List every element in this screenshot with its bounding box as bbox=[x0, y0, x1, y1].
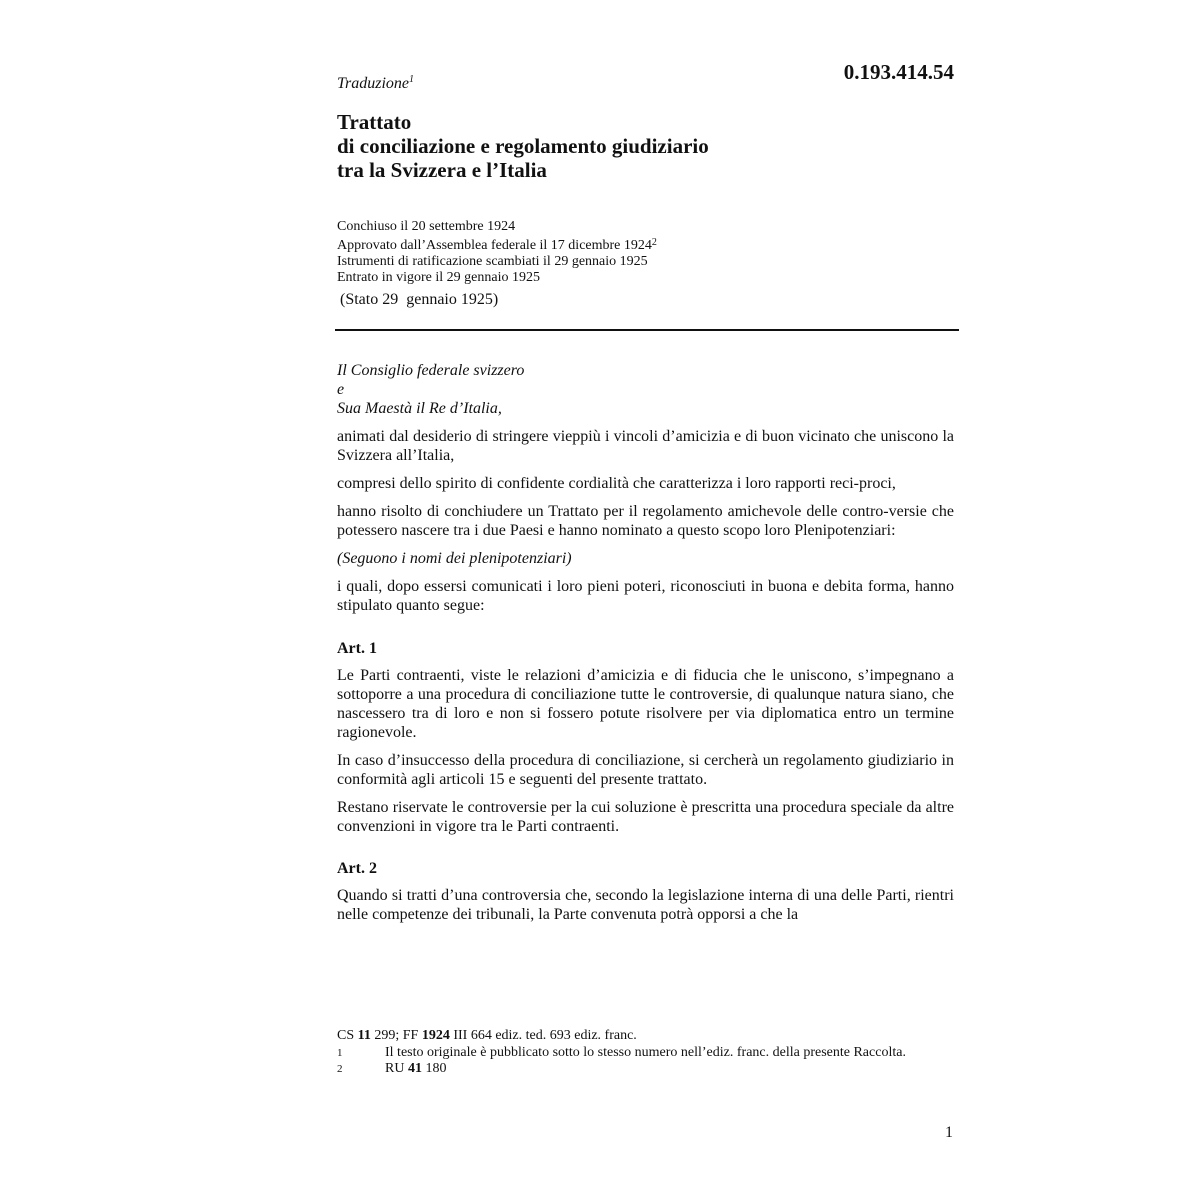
footnote-2-text bbox=[385, 1061, 954, 1077]
title-line-1: Trattato bbox=[337, 110, 412, 134]
sr-number: 0.193.414.54 bbox=[843, 60, 954, 84]
title-line-2: di conciliazione e regolamento giudiziario bbox=[337, 134, 709, 158]
party-italy: Sua Maestà il Re d’Italia, bbox=[337, 400, 502, 417]
preamble-plenipotentiaries: (Seguono i nomi dei plenipotenziari) bbox=[337, 550, 572, 567]
ru-prefix: RU bbox=[385, 1061, 408, 1076]
ratification-date: Istrumenti di ratificazione scambiati il 29 gennaio 1925 bbox=[337, 254, 648, 269]
footnote-ref-1[interactable]: 1 bbox=[409, 74, 415, 85]
footnote-1-text: Il testo originale è pubblicato sotto lo stesso numero nell’ediz. franc. della presente Raccolta. bbox=[385, 1045, 906, 1060]
preamble-paragraph-5: i quali, dopo essersi comunicati i loro pieni poteri, riconosciuti in buona e debita forma, hanno stipulato quanto segue: bbox=[337, 578, 954, 614]
article-1-paragraph-2: In caso d’insuccesso della procedura di conciliazione, si cercherà un regolamento giudiziario in conformità agli articoli 15 e seguenti del presente trattato. bbox=[337, 752, 954, 788]
cs-prefix: CS bbox=[337, 1028, 358, 1043]
preamble-paragraph-1: animati dal desiderio di stringere vieppiù i vincoli d’amicizia e di buon vicinato che uniscono la Svizzera all’Italia, bbox=[337, 428, 954, 464]
page-number: 1 bbox=[945, 1124, 953, 1141]
treaty-metadata bbox=[337, 219, 657, 286]
approved-text: Approvato dall’Assemblea federale il 17 dicembre 1924 bbox=[337, 238, 652, 253]
article-2-paragraph-1: Quando si tratti d’una controversia che, secondo la legislazione interna di una delle Parti, rientri nelle competenze dei tribunali, la Parte convenuta potrà opporsi a che la bbox=[337, 887, 954, 923]
article-1-heading: Art. 1 bbox=[337, 640, 377, 657]
preamble-paragraph-3: hanno risolto di conchiudere un Trattato per il regolamento amichevole delle contro-versie che potessero nascere tra i due Paesi e hanno nominato a questo scopo loro Plenipotenziari: bbox=[337, 503, 954, 539]
party-switzerland: Il Consiglio federale svizzero bbox=[337, 362, 525, 379]
ff-year: 1924 bbox=[421, 1028, 450, 1043]
footnote-2-number: 2 bbox=[337, 1063, 343, 1075]
footnote-ref-2[interactable]: 2 bbox=[651, 237, 657, 248]
footnote-2 bbox=[337, 1061, 954, 1077]
document-body bbox=[337, 361, 954, 933]
ru-page: 180 bbox=[421, 1061, 447, 1076]
title-line-3: tra la Svizzera e l’Italia bbox=[337, 158, 547, 182]
preamble-paragraph-2: compresi dello spirito di confidente cordialità che caratterizza i loro rapporti reci-proci, bbox=[337, 475, 896, 492]
approved-date bbox=[337, 235, 657, 254]
translation-text: Traduzione bbox=[337, 75, 410, 92]
ru-volume: 41 bbox=[407, 1061, 422, 1076]
document-title bbox=[337, 110, 709, 182]
translation-label bbox=[337, 74, 414, 93]
party-conjunction: e bbox=[337, 381, 345, 398]
source-reference bbox=[337, 1028, 954, 1044]
in-force-date: Entrato in vigore il 29 gennaio 1925 bbox=[337, 270, 540, 285]
concluded-date: Conchiuso il 20 settembre 1924 bbox=[337, 219, 516, 234]
cs-page: 299; FF bbox=[370, 1028, 422, 1043]
footnote-1-number: 1 bbox=[337, 1047, 343, 1059]
cs-volume: 11 bbox=[357, 1028, 371, 1043]
article-1-paragraph-1: Le Parti contraenti, viste le relazioni d’amicizia e di fiducia che le uniscono, s’impegnano a sottoporre a una procedura di conciliazione tutte le controversie, di qualunque natura siano, che nascessero tra di loro e non si fossero potute risolvere per via diplomatica entro un termine ragionevole. bbox=[337, 667, 954, 741]
footnote-1 bbox=[337, 1045, 954, 1061]
ff-details: III 664 ediz. ted. 693 ediz. franc. bbox=[449, 1028, 637, 1043]
header-divider bbox=[335, 329, 959, 331]
footnotes bbox=[337, 1028, 954, 1077]
contracting-parties bbox=[337, 361, 954, 418]
status-date: (Stato 29 gennaio 1925) bbox=[340, 291, 499, 308]
article-2-heading: Art. 2 bbox=[337, 860, 377, 877]
article-1-paragraph-3: Restano riservate le controversie per la cui soluzione è prescritta una procedura speciale da altre convenzioni in vigore tra le Parti contraenti. bbox=[337, 799, 954, 835]
